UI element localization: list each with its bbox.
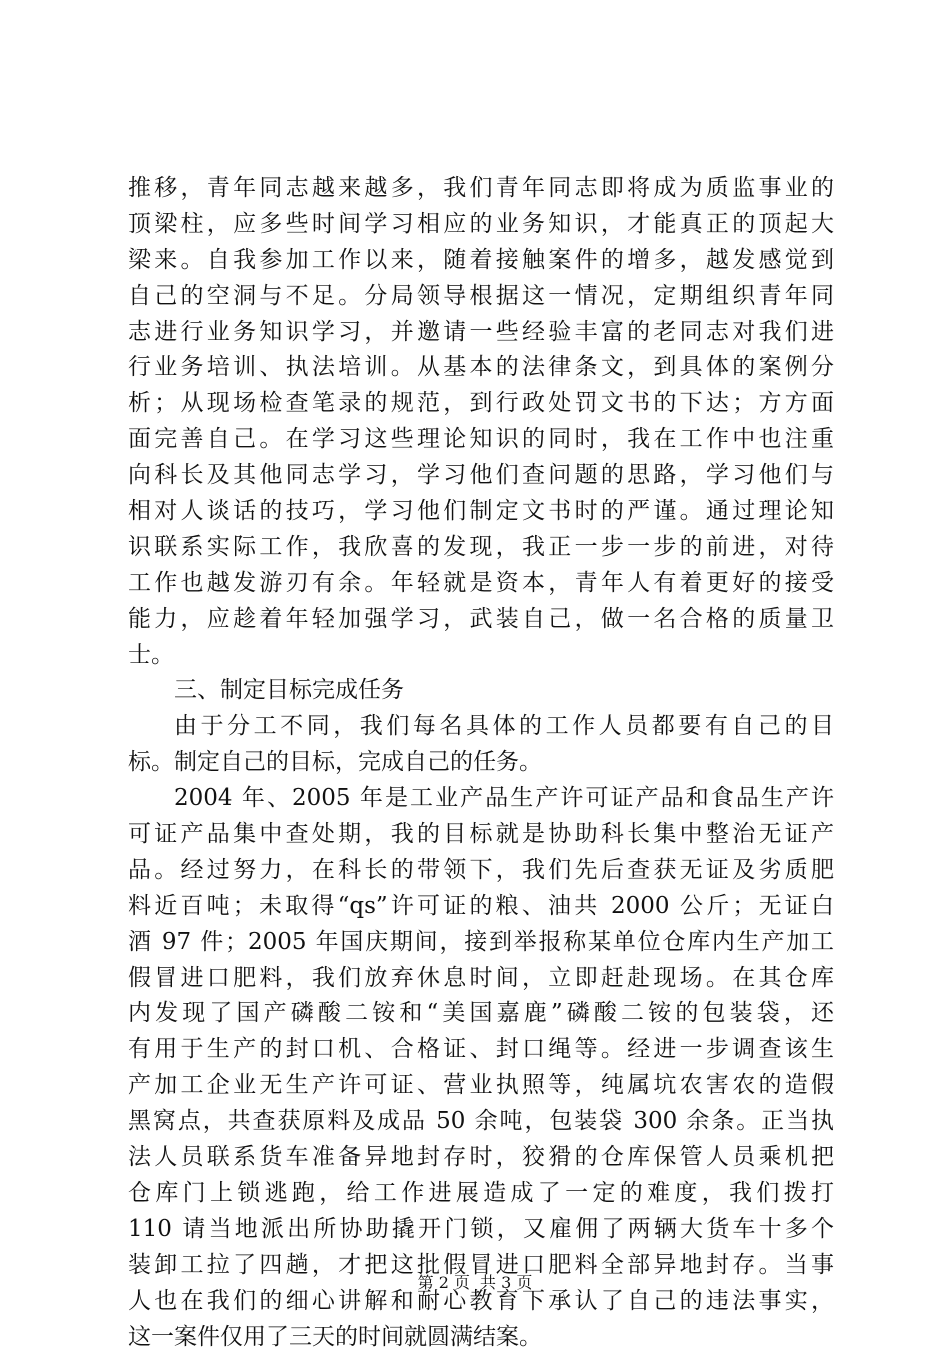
text-line: 法人员联系货车准备异地封存时，狡猾的仓库保管人员乘机把 bbox=[128, 1140, 834, 1176]
text-line: 黑窝点，共查获原料及成品 50 余吨，包装袋 300 余条。正当执 bbox=[128, 1104, 834, 1140]
text-line: 这一案件仅用了三天的时间就圆满结案。 bbox=[128, 1320, 834, 1355]
document-body bbox=[128, 171, 834, 1355]
page-total: 共 3 页 bbox=[480, 1273, 532, 1292]
page-number: 第 2 页 bbox=[418, 1273, 470, 1292]
text-line: 能力，应趁着年轻加强学习，武装自己，做一名合格的质量卫 bbox=[128, 602, 834, 638]
text-line: 行业务培训、执法培训。从基本的法律条文，到具体的案例分 bbox=[128, 350, 834, 386]
text-line: 仓库门上锁逃跑，给工作进展造成了一定的难度，我们拨打 bbox=[128, 1176, 834, 1212]
text-line: 2004 年、2005 年是工业产品生产许可证产品和食品生产许 bbox=[128, 781, 834, 817]
text-line: 识联系实际工作，我欣喜的发现，我正一步一步的前进，对待 bbox=[128, 530, 834, 566]
text-line: 110 请当地派出所协助撬开门锁，又雇佣了两辆大货车十多个 bbox=[128, 1212, 834, 1248]
text-line: 向科长及其他同志学习，学习他们查问题的思路，学习他们与 bbox=[128, 458, 834, 494]
text-line: 析；从现场检查笔录的规范，到行政处罚文书的下达；方方面 bbox=[128, 386, 834, 422]
text-line: 有用于生产的封口机、合格证、封口绳等。经进一步调查该生 bbox=[128, 1032, 834, 1068]
text-line: 可证产品集中查处期，我的目标就是协助科长集中整治无证产 bbox=[128, 817, 834, 853]
text-line: 工作也越发游刃有余。年轻就是资本，青年人有着更好的接受 bbox=[128, 566, 834, 602]
text-line: 产加工企业无生产许可证、营业执照等，纯属坑农害农的造假 bbox=[128, 1068, 834, 1104]
text-line: 面完善自己。在学习这些理论知识的同时，我在工作中也注重 bbox=[128, 422, 834, 458]
text-line: 料近百吨；未取得“qs”许可证的粮、油共 2000 公斤；无证白 bbox=[128, 889, 834, 925]
text-line: 相对人谈话的技巧，学习他们制定文书时的严谨。通过理论知 bbox=[128, 494, 834, 530]
text-line: 梁来。自我参加工作以来，随着接触案件的增多，越发感觉到 bbox=[128, 243, 834, 279]
text-line: 自己的空洞与不足。分局领导根据这一情况，定期组织青年同 bbox=[128, 279, 834, 315]
text-line: 三、制定目标完成任务 bbox=[128, 673, 834, 709]
text-line: 标。制定自己的目标，完成自己的任务。 bbox=[128, 745, 834, 781]
text-line: 士。 bbox=[128, 638, 834, 674]
page-footer bbox=[0, 1272, 950, 1294]
text-line: 顶梁柱，应多些时间学习相应的业务知识，才能真正的顶起大 bbox=[128, 207, 834, 243]
text-line: 由于分工不同，我们每名具体的工作人员都要有自己的目 bbox=[128, 709, 834, 745]
text-line: 品。经过努力，在科长的带领下，我们先后查获无证及劣质肥 bbox=[128, 853, 834, 889]
text-line: 酒 97 件；2005 年国庆期间，接到举报称某单位仓库内生产加工 bbox=[128, 925, 834, 961]
text-line: 志进行业务知识学习，并邀请一些经验丰富的老同志对我们进 bbox=[128, 315, 834, 351]
text-line: 装卸工拉了四趟，才把这批假冒进口肥料全部异地封存。当事 bbox=[128, 1248, 834, 1284]
text-line: 内发现了国产磷酸二铵和“美国嘉鹿”磷酸二铵的包装袋，还 bbox=[128, 996, 834, 1032]
text-line: 人也在我们的细心讲解和耐心教育下承认了自己的违法事实， bbox=[128, 1284, 834, 1320]
text-line: 假冒进口肥料，我们放弃休息时间，立即赶赴现场。在其仓库 bbox=[128, 961, 834, 997]
text-line: 推移，青年同志越来越多，我们青年同志即将成为质监事业的 bbox=[128, 171, 834, 207]
